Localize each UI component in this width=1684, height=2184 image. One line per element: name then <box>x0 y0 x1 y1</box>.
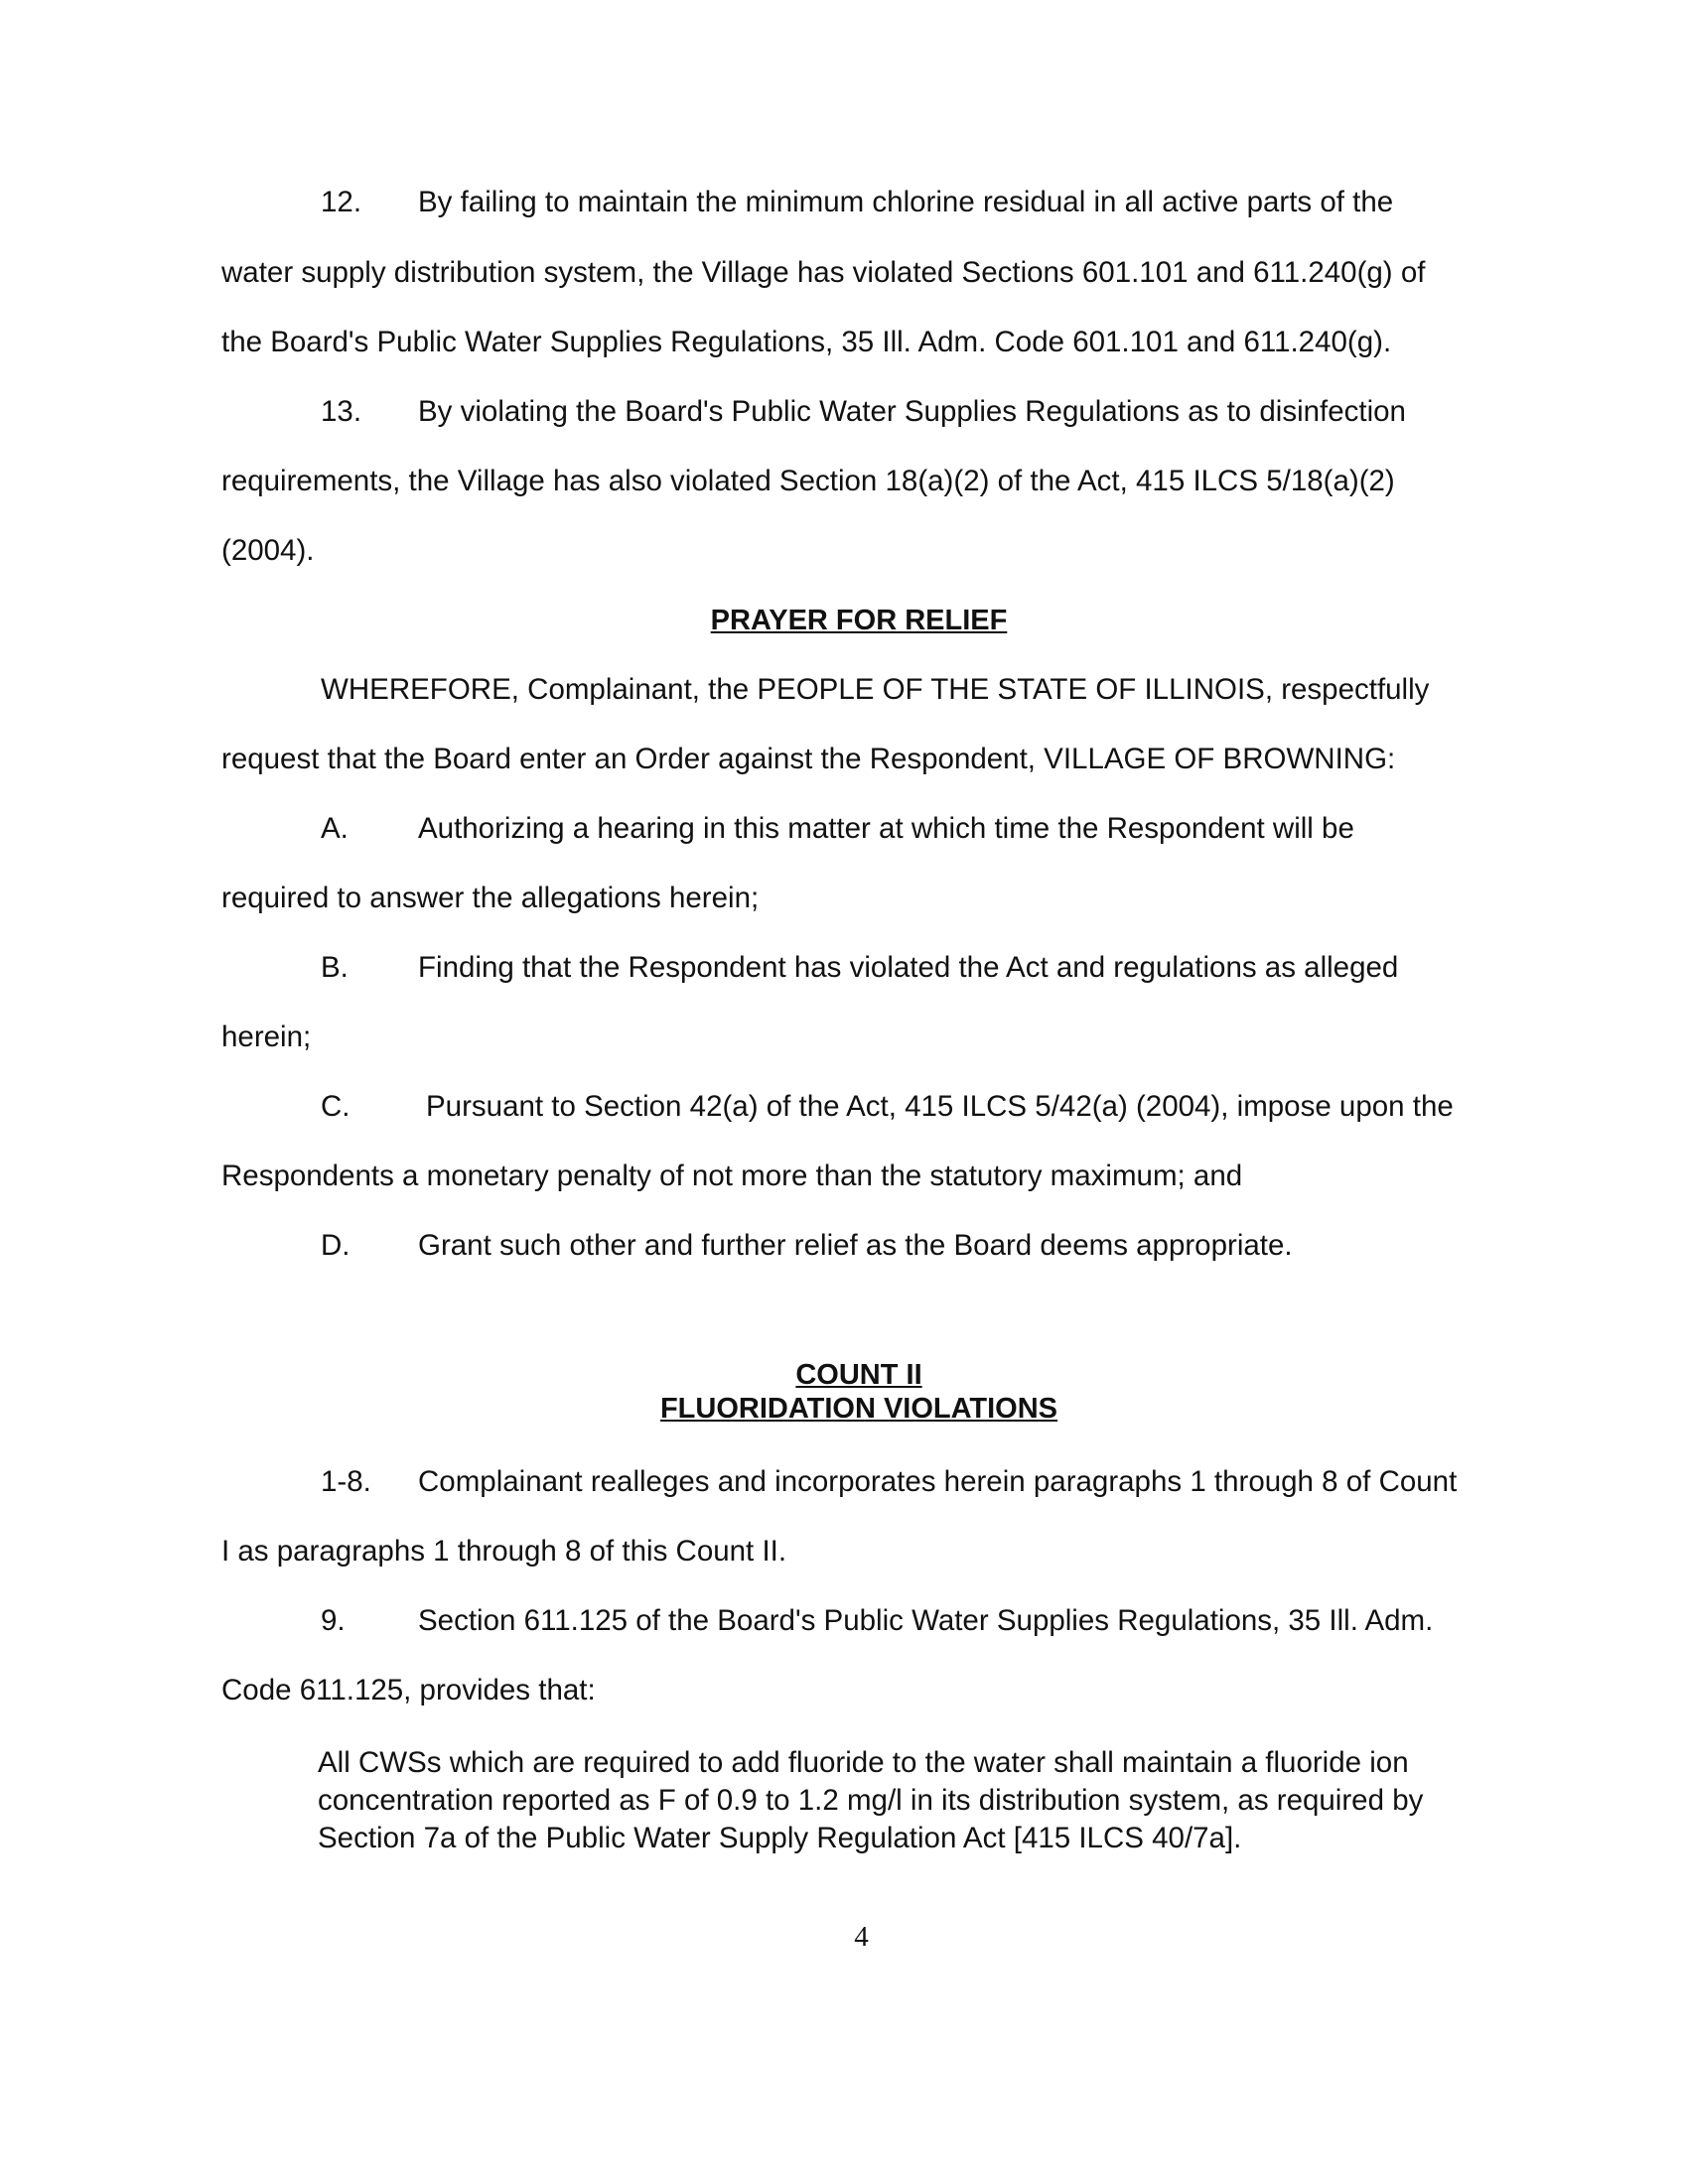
block-quote-line: All CWSs which are required to add fluoride to the water shall maintain a fluoride ion <box>318 1746 1409 1779</box>
count-ii-heading: COUNT II <box>795 1359 922 1391</box>
paragraph-12-line: water supply distribution system, the Village has violated Sections 601.101 and 611.240(g) of <box>221 256 1426 289</box>
paragraph-9-line: Section 611.125 of the Board's Public Water Supplies Regulations, 35 Ill. Adm. <box>418 1604 1434 1637</box>
paragraph-13-line: By violating the Board's Public Water Supplies Regulations as to disinfection <box>418 395 1406 428</box>
item-label: C. <box>321 1090 351 1123</box>
prayer-for-relief-heading: PRAYER FOR RELIEF <box>710 605 1008 636</box>
item-label: B. <box>321 951 349 984</box>
fluoridation-violations-heading: FLUORIDATION VIOLATIONS <box>659 1393 1058 1425</box>
item-b-line: Finding that the Respondent has violated the Act and regulations as alleged <box>418 951 1399 984</box>
paragraph-number: 9. <box>321 1604 346 1637</box>
paragraph-number: 13. <box>321 395 362 428</box>
block-quote-line: Section 7a of the Public Water Supply Regulation Act [415 ILCS 40/7a]. <box>318 1822 1242 1854</box>
paragraph-13-line: (2004). <box>221 534 315 567</box>
paragraph-number: 1-8. <box>321 1465 371 1498</box>
page-number: 4 <box>854 1921 869 1953</box>
wherefore-line: request that the Board enter an Order against the Respondent, VILLAGE OF BROWNING: <box>221 743 1396 775</box>
paragraph-number: 12. <box>321 186 362 218</box>
paragraph-9-line: Code 611.125, provides that: <box>221 1674 596 1706</box>
paragraph-12-line: By failing to maintain the minimum chlorine residual in all active parts of the <box>418 186 1394 218</box>
paragraph-13-line: requirements, the Village has also violated Section 18(a)(2) of the Act, 415 ILCS 5/18(a)(2) <box>221 465 1395 497</box>
block-quote-line: concentration reported as F of 0.9 to 1.2 mg/l in its distribution system, as required by <box>318 1784 1424 1817</box>
item-label: A. <box>321 812 349 845</box>
item-c-line: Pursuant to Section 42(a) of the Act, 415 ILCS 5/42(a) (2004), impose upon the <box>426 1090 1454 1123</box>
item-a-line: Authorizing a hearing in this matter at which time the Respondent will be <box>418 812 1354 845</box>
item-c-line: Respondents a monetary penalty of not more than the statutory maximum; and <box>221 1160 1243 1192</box>
item-b-line: herein; <box>221 1021 312 1053</box>
item-label: D. <box>321 1229 351 1262</box>
paragraph-1-8-line: Complainant realleges and incorporates herein paragraphs 1 through 8 of Count <box>418 1465 1458 1498</box>
paragraph-1-8-line: I as paragraphs 1 through 8 of this Count II. <box>221 1535 787 1568</box>
item-d-line: Grant such other and further relief as the Board deems appropriate. <box>418 1229 1293 1262</box>
wherefore-line: WHEREFORE, Complainant, the PEOPLE OF THE STATE OF ILLINOIS, respectfully <box>321 673 1430 706</box>
paragraph-12-line: the Board's Public Water Supplies Regulations, 35 Ill. Adm. Code 601.101 and 611.240(g). <box>221 326 1392 358</box>
item-a-line: required to answer the allegations herein; <box>221 882 760 914</box>
